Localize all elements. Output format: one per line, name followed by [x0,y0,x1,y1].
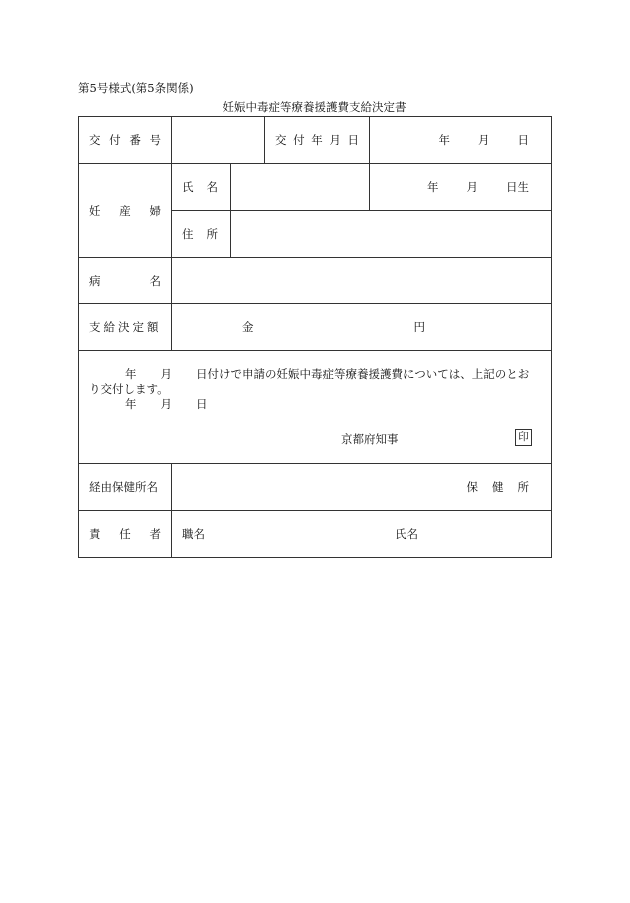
notice-cell [79,351,552,464]
payment-amount-field[interactable] [172,304,552,351]
name-label: 氏 名 [172,164,231,211]
governor-title: 京都府知事 [341,432,399,446]
responsible-name-label: 氏名 [395,527,418,541]
notice-row [79,351,552,464]
kin-label: 金 [242,320,254,334]
disease-row [79,258,552,304]
document-title: 妊娠中毒症等療養援護費支給決定書 [222,100,407,114]
health-center-field[interactable] [172,464,552,511]
birth-date-field[interactable] [370,164,552,211]
responsible-label: 責 任 者 [79,511,172,558]
issue-date-year: 年 [438,133,450,147]
notice-date-year: 年 [125,397,137,411]
pregnant-woman-label: 妊 産 婦 [79,164,172,258]
notice-text [89,367,541,412]
birth-day: 日生 [506,180,529,194]
yen-label: 円 [413,320,425,334]
decision-form-table [78,116,552,558]
health-center-row [79,464,552,511]
issue-date-month: 月 [478,133,490,147]
issue-date-day: 日 [517,133,529,147]
health-center-suffix: 保健所 [466,480,543,494]
name-field[interactable] [231,164,370,211]
form-number-label: 第5号様式(第5条関係) [78,81,194,95]
seal-mark: 印 [515,429,532,446]
address-label: 住 所 [172,211,231,258]
notice-date-month: 月 [160,397,172,411]
disease-label: 病 名 [79,258,172,304]
health-center-label: 経由保健所名 [79,464,172,511]
notice-body-cont: り交付します。 [89,382,169,396]
issue-row [79,117,552,164]
responsible-field[interactable] [172,511,552,558]
disease-field[interactable] [172,258,552,304]
issue-date-label: 交 付 年 月 日 [265,117,370,164]
issue-number-label: 交 付 番 号 [79,117,172,164]
payment-label: 支給決定額 [79,304,172,351]
notice-year: 年 [125,367,137,381]
issue-number-field[interactable] [172,117,265,164]
issue-date-field[interactable] [370,117,552,164]
responsible-row [79,511,552,558]
notice-body: 日付けで申請の妊娠中毒症等療養援護費については、上記のとお [196,367,530,381]
address-field[interactable] [231,211,552,258]
birth-month: 月 [466,180,478,194]
payment-row [79,304,552,351]
pregnant-woman-name-row [79,164,552,211]
notice-date-day: 日 [196,397,208,411]
birth-year: 年 [427,180,439,194]
notice-month: 月 [160,367,172,381]
job-title-label: 職名 [182,527,205,541]
